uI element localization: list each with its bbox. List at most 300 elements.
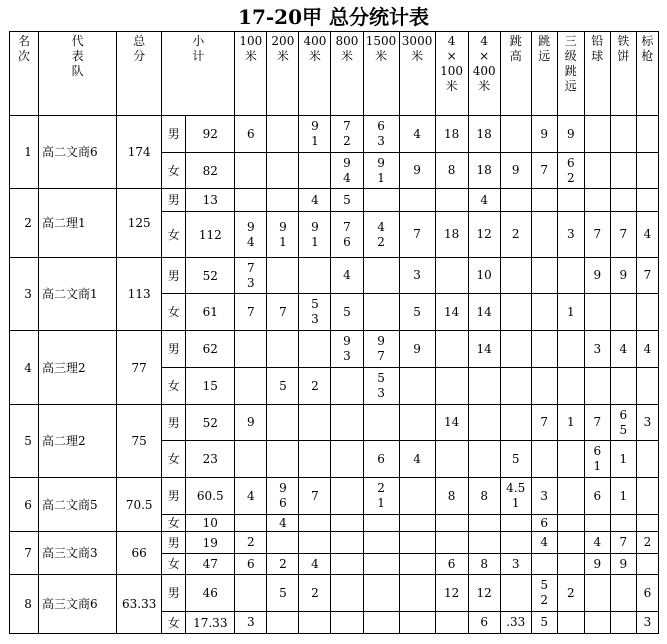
subtotal-cell: 52	[186, 258, 235, 294]
cell-text: 7	[247, 304, 255, 319]
event-score-cell	[299, 116, 331, 153]
event-score-cell	[235, 189, 267, 212]
event-score-cell	[531, 189, 557, 212]
gender-cell: 女	[162, 515, 186, 532]
event-score-cell	[331, 612, 363, 634]
subtotal-cell: 23	[186, 441, 235, 478]
rank-cell: 3	[10, 258, 39, 331]
event-score-cell	[235, 441, 267, 478]
cell-text: 7	[593, 415, 602, 429]
event-score-cell	[235, 532, 267, 554]
subtotal-cell: 46	[186, 575, 235, 612]
event-score-cell	[267, 612, 299, 634]
cell-text: 6 2	[566, 155, 575, 185]
event-score-cell	[299, 575, 331, 612]
rank-cell: 7	[10, 532, 39, 575]
event-score-cell	[399, 478, 435, 515]
event-score-cell	[267, 116, 299, 153]
cell-text: 9	[413, 341, 421, 356]
subtotal-cell: 82	[186, 153, 235, 189]
event-score-cell	[267, 368, 299, 405]
table-row	[10, 405, 659, 441]
event-score-cell	[299, 212, 331, 258]
event-score-cell	[235, 153, 267, 189]
cell-text: 9	[511, 163, 520, 177]
event-score-cell	[468, 478, 500, 515]
event-score-cell	[435, 116, 468, 153]
event-score-cell	[363, 116, 399, 153]
cell-text: 4	[311, 556, 319, 571]
cell-text: 18	[476, 126, 492, 141]
cell-text: 跳 远	[538, 34, 551, 63]
cell-text: 9	[413, 163, 421, 177]
event-score-cell	[636, 554, 658, 575]
column-header	[435, 32, 468, 116]
gender-cell: 男	[162, 116, 186, 153]
event-score-cell	[500, 294, 531, 331]
cell-text: .33	[506, 615, 526, 629]
event-score-cell	[557, 441, 584, 478]
cell-text: 5 3	[377, 371, 385, 400]
event-score-cell	[636, 612, 658, 634]
total-cell: 70.5	[117, 478, 162, 532]
cell-text: 2 1	[377, 481, 385, 510]
event-score-cell	[267, 212, 299, 258]
subtotal-cell: 52	[186, 405, 235, 441]
gender-cell: 男	[162, 575, 186, 612]
cell-text: 6	[643, 585, 652, 600]
cell-text: 5	[279, 585, 287, 600]
event-score-cell	[557, 612, 584, 634]
cell-text: 7	[279, 304, 287, 319]
event-score-cell	[584, 368, 610, 405]
team-cell: 高二理2	[39, 405, 117, 478]
event-score-cell	[399, 153, 435, 189]
event-score-cell	[363, 258, 399, 294]
gender-cell: 男	[162, 189, 186, 212]
cell-text: 4	[480, 192, 488, 207]
cell-text: 9 1	[311, 219, 319, 249]
event-score-cell	[399, 212, 435, 258]
event-score-cell	[584, 258, 610, 294]
cell-text: 2	[311, 378, 319, 393]
cell-text: 12	[476, 585, 492, 600]
event-score-cell	[331, 405, 363, 441]
event-score-cell	[500, 116, 531, 153]
event-score-cell	[557, 331, 584, 368]
cell-text: 4	[413, 126, 421, 141]
event-score-cell	[584, 554, 610, 575]
event-score-cell	[363, 478, 399, 515]
cell-text: 9	[247, 415, 255, 429]
event-score-cell	[331, 116, 363, 153]
total-cell: 63.33	[117, 575, 162, 634]
event-score-cell	[331, 515, 363, 532]
cell-text: 6	[247, 126, 255, 141]
event-score-cell	[267, 515, 299, 532]
event-score-cell	[557, 575, 584, 612]
event-score-cell	[435, 554, 468, 575]
event-score-cell	[500, 405, 531, 441]
cell-text: 7	[643, 268, 652, 282]
cell-text: 18	[443, 126, 460, 141]
event-score-cell	[531, 258, 557, 294]
event-score-cell	[267, 405, 299, 441]
cell-text: 4	[643, 341, 652, 356]
event-score-cell	[299, 153, 331, 189]
event-score-cell	[557, 258, 584, 294]
cell-text: 9 6	[279, 481, 287, 510]
event-score-cell	[610, 153, 636, 189]
event-score-cell	[235, 405, 267, 441]
event-score-cell	[299, 554, 331, 575]
event-score-cell	[331, 258, 363, 294]
event-score-cell	[363, 331, 399, 368]
event-score-cell	[531, 294, 557, 331]
team-cell: 高二文商6	[39, 116, 117, 189]
column-header	[468, 32, 500, 116]
cell-text: 7	[593, 227, 602, 241]
event-score-cell	[531, 441, 557, 478]
cell-text: 9	[593, 556, 602, 571]
event-score-cell	[299, 515, 331, 532]
event-score-cell	[299, 478, 331, 515]
rank-cell: 1	[10, 116, 39, 189]
cell-text: 3	[643, 415, 652, 429]
event-score-cell	[636, 294, 658, 331]
event-score-cell	[435, 405, 468, 441]
event-score-cell	[531, 405, 557, 441]
page-title: 17-20甲 总分统计表	[238, 5, 429, 29]
event-score-cell	[299, 189, 331, 212]
rank-cell: 6	[10, 478, 39, 532]
column-header	[39, 32, 117, 116]
event-score-cell	[531, 368, 557, 405]
rank-cell: 4	[10, 331, 39, 405]
subtotal-cell: 60.5	[186, 478, 235, 515]
event-score-cell	[584, 331, 610, 368]
event-score-cell	[363, 441, 399, 478]
event-score-cell	[531, 515, 557, 532]
cell-text: 5	[540, 615, 549, 629]
cell-text: 4	[593, 535, 602, 549]
event-score-cell	[636, 212, 658, 258]
cell-text: 7	[619, 535, 628, 549]
cell-text: 2	[279, 556, 287, 571]
cell-text: 总 分	[133, 34, 146, 63]
event-score-cell	[331, 331, 363, 368]
column-header	[500, 32, 531, 116]
column-header	[10, 32, 39, 116]
header-row	[10, 32, 659, 116]
event-score-cell	[531, 575, 557, 612]
subtotal-cell: 112	[186, 212, 235, 258]
event-score-cell	[557, 368, 584, 405]
cell-text: 7 2	[343, 119, 351, 148]
subtotal-cell: 13	[186, 189, 235, 212]
cell-text: 6	[447, 556, 456, 571]
event-score-cell	[299, 612, 331, 634]
cell-text: 14	[476, 341, 492, 356]
cell-text: 3	[566, 227, 575, 241]
event-score-cell	[610, 294, 636, 331]
event-score-cell	[399, 189, 435, 212]
event-score-cell	[610, 368, 636, 405]
rank-cell: 5	[10, 405, 39, 478]
event-score-cell	[610, 554, 636, 575]
event-score-cell	[636, 532, 658, 554]
cell-text: 9 1	[377, 155, 385, 185]
team-cell: 高二文商5	[39, 478, 117, 532]
cell-text: 8	[447, 163, 456, 177]
event-score-cell	[557, 532, 584, 554]
event-score-cell	[584, 189, 610, 212]
event-score-cell	[531, 153, 557, 189]
event-score-cell	[331, 212, 363, 258]
event-score-cell	[610, 331, 636, 368]
column-header	[363, 32, 399, 116]
gender-cell: 女	[162, 554, 186, 575]
event-score-cell	[557, 405, 584, 441]
team-cell: 高三文商6	[39, 575, 117, 634]
column-header	[610, 32, 636, 116]
event-score-cell	[500, 189, 531, 212]
event-score-cell	[267, 258, 299, 294]
event-score-cell	[468, 258, 500, 294]
event-score-cell	[610, 212, 636, 258]
cell-text: 5	[343, 304, 351, 319]
cell-text: 4	[413, 451, 421, 466]
event-score-cell	[435, 575, 468, 612]
event-score-cell	[584, 612, 610, 634]
cell-text: 10	[476, 268, 492, 282]
cell-text: 9 4	[343, 155, 351, 185]
table-row	[10, 258, 659, 294]
cell-text: 400 米	[303, 34, 327, 63]
event-score-cell	[636, 441, 658, 478]
score-table	[9, 31, 659, 634]
event-score-cell	[235, 554, 267, 575]
gender-cell: 男	[162, 532, 186, 554]
event-score-cell	[435, 515, 468, 532]
total-cell: 125	[117, 189, 162, 258]
rank-cell: 2	[10, 189, 39, 258]
cell-text: 5	[413, 304, 421, 319]
event-score-cell	[399, 532, 435, 554]
event-score-cell	[435, 212, 468, 258]
event-score-cell	[636, 258, 658, 294]
event-score-cell	[235, 515, 267, 532]
event-score-cell	[557, 478, 584, 515]
cell-text: 4	[540, 535, 549, 549]
cell-text: 2	[643, 535, 652, 549]
event-score-cell	[610, 258, 636, 294]
event-score-cell	[468, 612, 500, 634]
cell-text: 9	[619, 556, 628, 571]
cell-text: 9	[566, 126, 575, 141]
gender-cell: 男	[162, 478, 186, 515]
cell-text: 6 1	[593, 444, 602, 473]
subtotal-cell: 19	[186, 532, 235, 554]
event-score-cell	[636, 368, 658, 405]
gender-cell: 男	[162, 331, 186, 368]
event-score-cell	[500, 575, 531, 612]
event-score-cell	[500, 212, 531, 258]
table-row	[10, 189, 659, 212]
subtotal-cell: 10	[186, 515, 235, 532]
table-row	[10, 478, 659, 515]
cell-text: 标 枪	[641, 34, 654, 63]
event-score-cell	[531, 478, 557, 515]
column-header	[584, 32, 610, 116]
event-score-cell	[435, 153, 468, 189]
cell-text: 7 3	[247, 260, 255, 290]
event-score-cell	[500, 532, 531, 554]
event-score-cell	[267, 189, 299, 212]
cell-text: 铅 球	[591, 34, 604, 63]
event-score-cell	[584, 441, 610, 478]
cell-text: 5 2	[540, 578, 549, 607]
event-score-cell	[435, 368, 468, 405]
event-score-cell	[435, 258, 468, 294]
rank-cell: 8	[10, 575, 39, 634]
total-cell: 174	[117, 116, 162, 189]
event-score-cell	[584, 212, 610, 258]
event-score-cell	[331, 441, 363, 478]
cell-text: 4 2	[377, 219, 385, 249]
event-score-cell	[500, 368, 531, 405]
event-score-cell	[636, 515, 658, 532]
total-cell: 66	[117, 532, 162, 575]
cell-text: 4 × 100 米	[440, 34, 464, 93]
cell-text: 1	[619, 488, 628, 503]
event-score-cell	[235, 294, 267, 331]
event-score-cell	[435, 532, 468, 554]
event-score-cell	[435, 478, 468, 515]
cell-text: 代 表 队	[71, 34, 84, 78]
cell-text: 800 米	[335, 34, 359, 63]
event-score-cell	[610, 189, 636, 212]
event-score-cell	[584, 405, 610, 441]
event-score-cell	[399, 515, 435, 532]
team-cell: 高三理2	[39, 331, 117, 405]
cell-text: 12	[443, 585, 460, 600]
subtotal-cell: 15	[186, 368, 235, 405]
event-score-cell	[235, 368, 267, 405]
event-score-cell	[299, 405, 331, 441]
cell-text: 铁 饼	[617, 34, 630, 63]
event-score-cell	[399, 405, 435, 441]
cell-text: 9 7	[377, 334, 385, 363]
cell-text: 三 级 跳 远	[564, 34, 577, 93]
column-header	[299, 32, 331, 116]
event-score-cell	[435, 441, 468, 478]
cell-text: 9	[540, 126, 549, 141]
event-score-cell	[399, 554, 435, 575]
event-score-cell	[531, 554, 557, 575]
event-score-cell	[267, 532, 299, 554]
event-score-cell	[235, 478, 267, 515]
event-score-cell	[468, 189, 500, 212]
cell-text: 2	[511, 227, 520, 241]
column-header	[162, 32, 235, 116]
column-header	[235, 32, 267, 116]
column-header	[117, 32, 162, 116]
event-score-cell	[584, 294, 610, 331]
cell-text: 3	[511, 556, 520, 571]
table-row	[10, 532, 659, 554]
cell-text: 14	[476, 304, 492, 319]
gender-cell: 女	[162, 212, 186, 258]
cell-text: 9	[593, 268, 602, 282]
event-score-cell	[331, 189, 363, 212]
event-score-cell	[267, 331, 299, 368]
cell-text: 4	[279, 515, 287, 530]
event-score-cell	[435, 294, 468, 331]
subtotal-cell: 61	[186, 294, 235, 331]
event-score-cell	[468, 405, 500, 441]
cell-text: 6 5	[619, 407, 628, 437]
column-header	[267, 32, 299, 116]
event-score-cell	[584, 532, 610, 554]
event-score-cell	[363, 153, 399, 189]
event-score-cell	[531, 212, 557, 258]
event-score-cell	[468, 441, 500, 478]
event-score-cell	[399, 441, 435, 478]
event-score-cell	[267, 575, 299, 612]
event-score-cell	[636, 575, 658, 612]
gender-cell: 女	[162, 294, 186, 331]
event-score-cell	[531, 331, 557, 368]
event-score-cell	[468, 153, 500, 189]
cell-text: 6	[377, 451, 385, 466]
cell-text: 5	[343, 192, 351, 207]
cell-text: 9	[619, 268, 628, 282]
event-score-cell	[235, 612, 267, 634]
subtotal-cell: 17.33	[186, 612, 235, 634]
event-score-cell	[299, 368, 331, 405]
cell-text: 18	[476, 163, 492, 177]
cell-text: 1500 米	[365, 34, 397, 63]
cell-text: 跳 高	[509, 34, 522, 63]
event-score-cell	[500, 554, 531, 575]
cell-text: 名 次	[18, 34, 31, 63]
cell-text: 7	[540, 163, 549, 177]
subtotal-cell: 92	[186, 116, 235, 153]
event-score-cell	[399, 116, 435, 153]
cell-text: 1	[566, 304, 575, 319]
cell-text: 14	[443, 304, 460, 319]
event-score-cell	[500, 612, 531, 634]
cell-text: 4	[643, 227, 652, 241]
event-score-cell	[399, 368, 435, 405]
cell-text: 2	[566, 585, 575, 600]
event-score-cell	[500, 331, 531, 368]
event-score-cell	[636, 116, 658, 153]
event-score-cell	[610, 612, 636, 634]
event-score-cell	[584, 515, 610, 532]
total-cell: 75	[117, 405, 162, 478]
event-score-cell	[557, 212, 584, 258]
cell-text: 6	[593, 488, 602, 503]
event-score-cell	[331, 368, 363, 405]
cell-text: 2	[247, 535, 255, 549]
table-row	[10, 331, 659, 368]
event-score-cell	[636, 405, 658, 441]
event-score-cell	[557, 116, 584, 153]
column-header	[636, 32, 658, 116]
table-row	[10, 116, 659, 153]
